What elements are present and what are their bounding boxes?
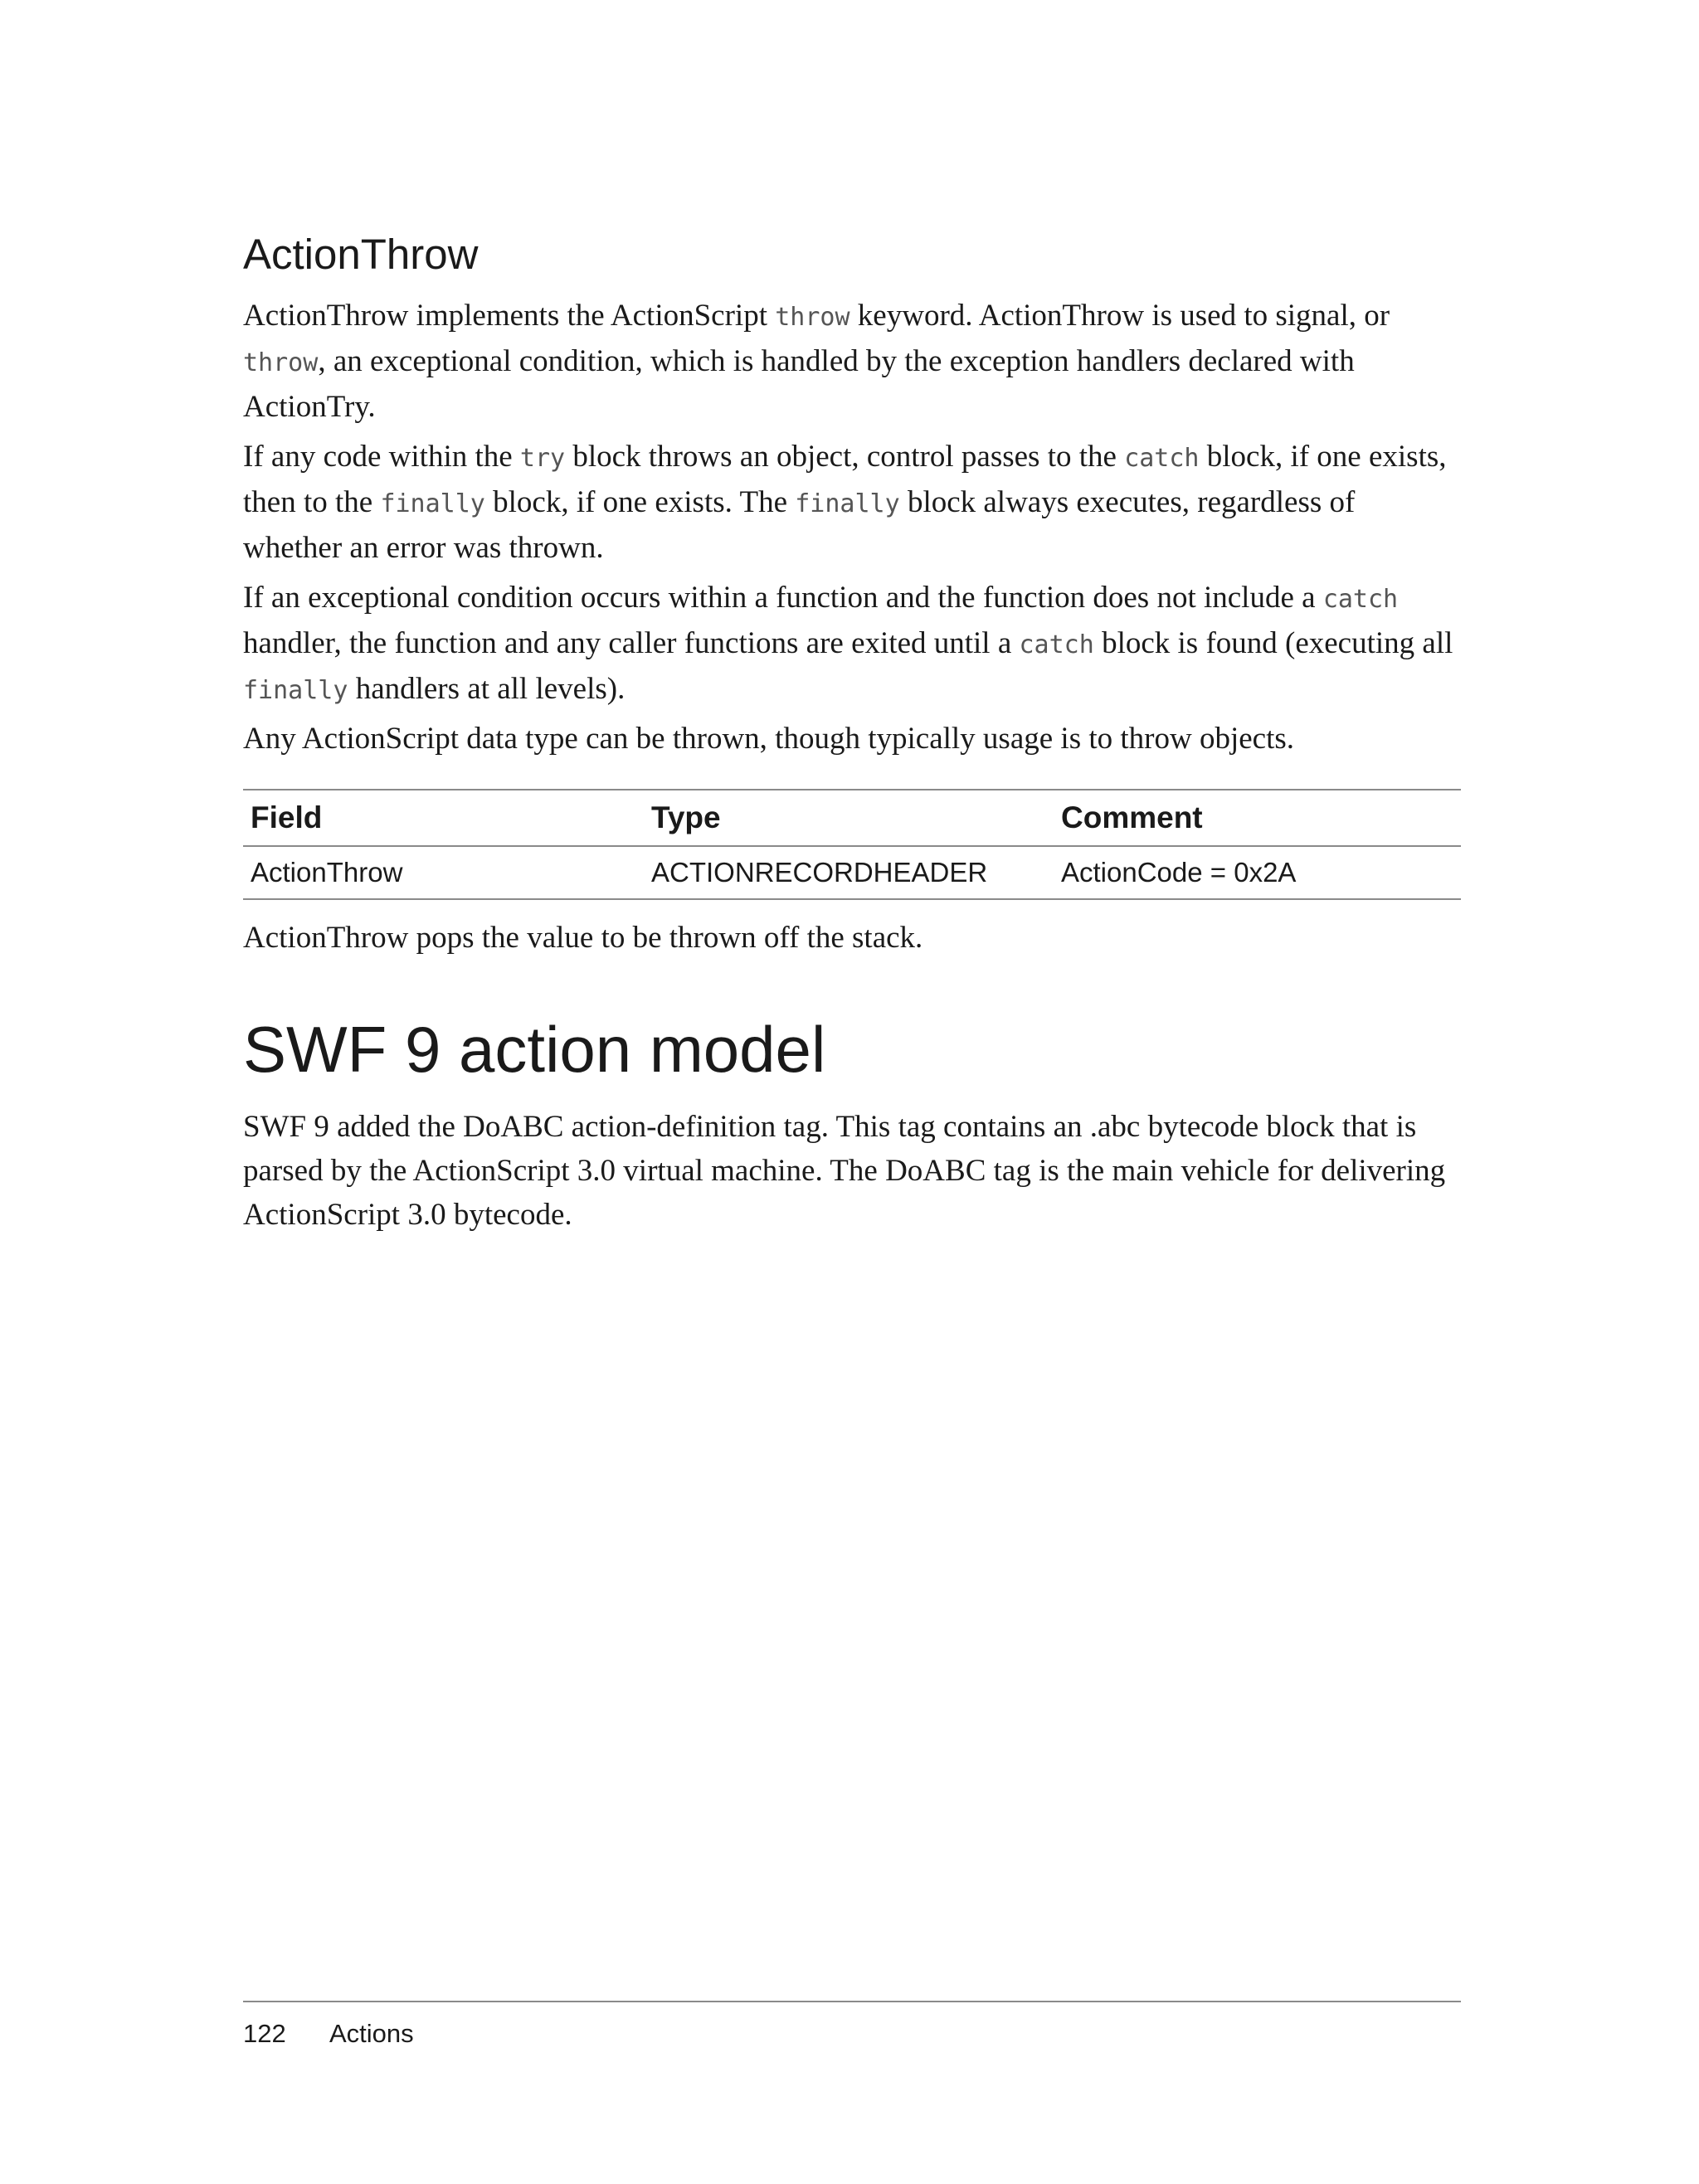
inline-code: finally [795,489,900,518]
inline-code: catch [1322,585,1399,614]
paragraph-doabc: SWF 9 added the DoABC action-definition tag. This tag contains an .abc bytecode block that is parsed by the ActionScript 3.0 virtual machine. The DoABC tag is the main vehicle for delivering ActionScript 3.0 bytecode. [243,1110,1446,1232]
table-row [243,846,1461,899]
page-number: 122 [243,2019,286,2048]
paragraph-pops-value: ActionThrow pops the value to be thrown off the stack. [243,921,923,955]
paragraph-function-exit: If an exceptional condition occurs within a function and the function does not include a catch handler, the function and any caller functions are exited until a catch block is found (executing all finally handlers at all levels). [243,581,1453,706]
paragraph-try-catch: If any code within the try block throws an object, control passes to the catch block, if one exists, then to the finally block, if one exists. The finally block always executes, regardless of whether an error was thrown. [243,440,1447,565]
field-table [243,789,1461,900]
table-cell-comment: ActionCode = 0x2A [1061,857,1297,888]
table-header-type: Type [651,800,721,834]
table-header-row [243,790,1461,846]
inline-code: catch [1124,444,1200,473]
section-heading: ActionThrow [243,231,479,278]
inline-code: catch [1019,630,1094,659]
footer-chapter-title: Actions [329,2019,414,2048]
inline-code: try [519,444,566,473]
inline-code: throw [775,303,850,332]
table-header-comment: Comment [1061,800,1203,834]
table-cell-field: ActionThrow [251,857,403,888]
inline-code: finally [243,676,348,705]
table-header-field: Field [251,800,323,834]
chapter-section-heading: SWF 9 action model [243,1013,826,1086]
inline-code: throw [243,348,319,377]
paragraph-data-types: Any ActionScript data type can be thrown, though typically usage is to throw objects. [243,722,1294,756]
table-cell-type: ACTIONRECORDHEADER [651,857,988,888]
paragraph-intro: ActionThrow implements the ActionScript throw keyword. ActionThrow is used to signal, or throw, an exceptional condition, which is handled by the exception handlers declared with ActionTry. [243,299,1390,424]
inline-code: finally [380,489,485,518]
page-footer [243,2017,414,2050]
footer-divider [243,2001,1461,2002]
